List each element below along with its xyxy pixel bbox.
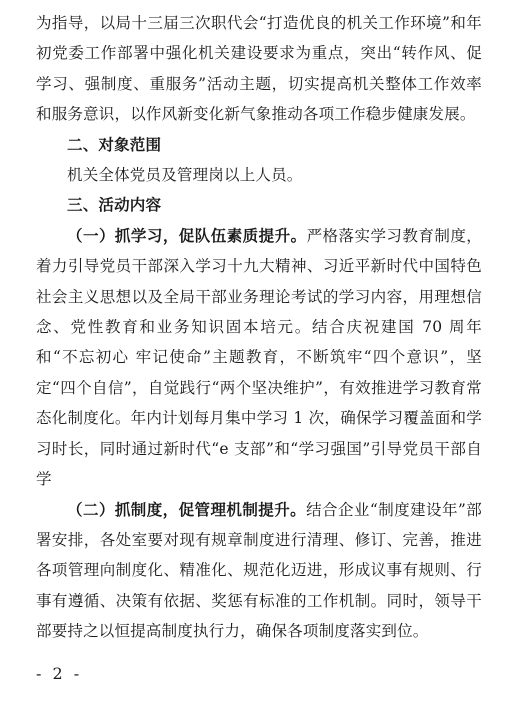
item1-lead: （一）抓学习，促队伍素质提升。	[67, 225, 307, 245]
page-number: - 2 -	[36, 664, 83, 683]
item2-lead: （二）抓制度，促管理机制提升。	[67, 499, 307, 519]
section-heading-scope: 二、对象范围	[67, 135, 162, 154]
document-body	[36, 8, 482, 647]
section-heading-activities: 三、活动内容	[67, 196, 162, 215]
scope-paragraph: 机关全体党员及管理岗以上人员。	[67, 166, 303, 185]
item2-paragraph	[36, 495, 482, 647]
item1-body: 严格落实学习教育制度，着力引导党员干部深入学习十九大精神、习近平新时代中国特色社会主义思想以及全局干部业务理论考试的学习内容，用理想信念、党性教育和业务知识固本培元。结合庆祝建国 70 周年和“不忘初心 牢记使命”主题教育，不断筑牢“四个意识”，坚定“四个自信”，自觉践行“两个坚决维护”，有效推进学习教育常态化制度化。年内计划每月集中学习 1 次，确保学习覆盖面和学习时长，同时通过新时代“e 支部”和“学习强国”引导党员干部自学	[36, 226, 482, 489]
item1-paragraph	[36, 221, 482, 495]
intro-paragraph: 为指导，以局十三届三次职代会“打造优良的机关工作环境”和年初党委工作部署中强化机关建设要求为重点，突出“转作风、促学习、强制度、重服务”活动主题，切实提高机关整体工作效率和服务意识，以作风新变化新气象推动各项工作稳步健康发展。	[36, 14, 482, 124]
item2-body: 结合企业“制度建设年”部署安排，各处室要对现有规章制度进行清理、修订、完善，推进各项管理向制度化、精准化、规范化迈进，形成议事有规则、行事有遵循、决策有依据、奖惩有标准的工作机制。同时，领导干部要持之以恒提高制度执行力，确保各项制度落实到位。	[36, 500, 482, 641]
